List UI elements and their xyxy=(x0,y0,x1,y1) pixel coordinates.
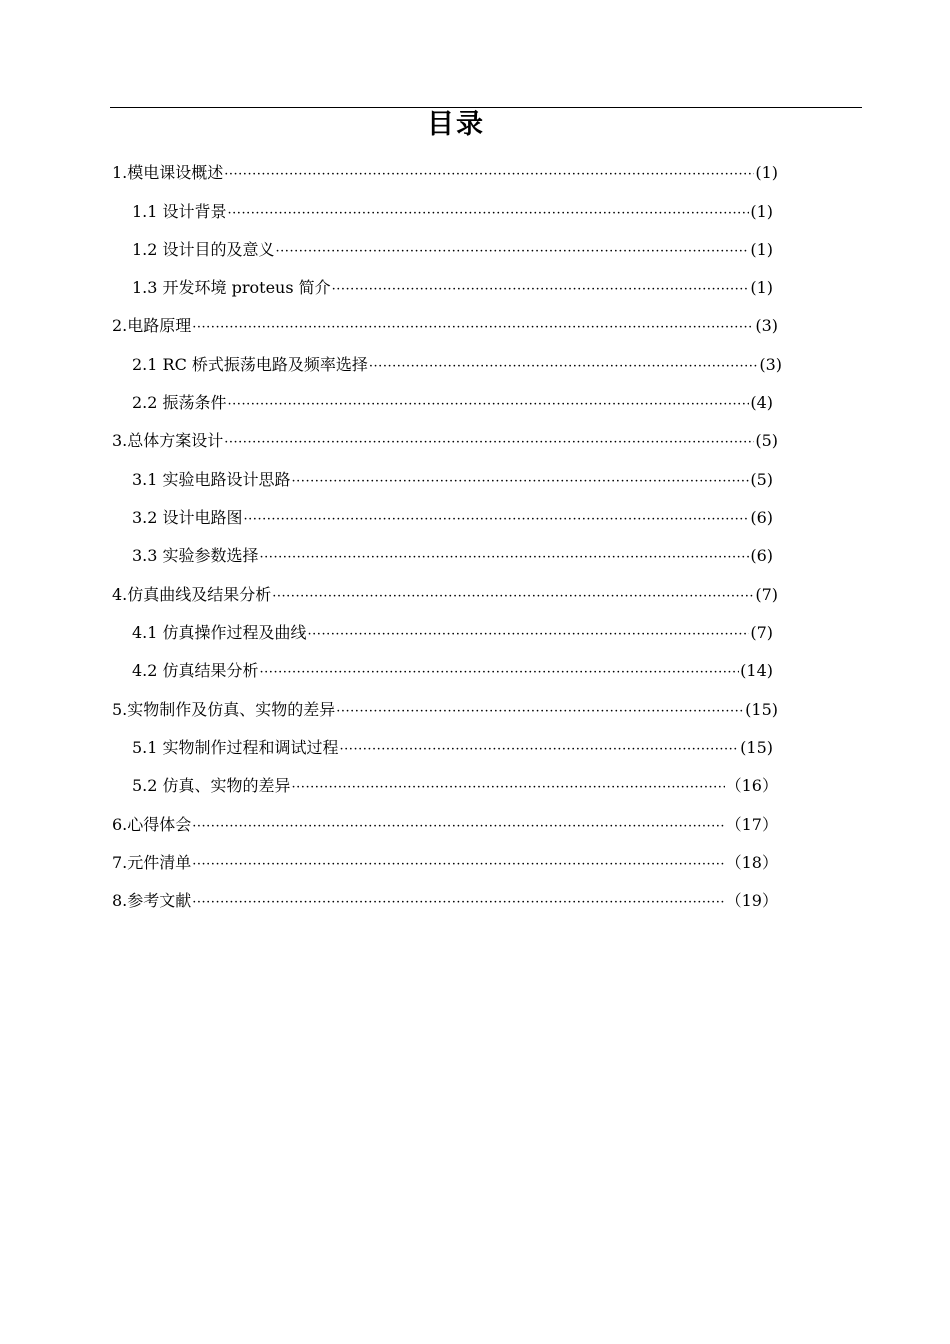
toc-dot-leader xyxy=(192,853,724,877)
toc-entry-label: 2.1 RC 桥式振荡电路及频率选择 xyxy=(132,355,368,374)
toc-dot-leader xyxy=(332,278,750,302)
toc-entry xyxy=(132,200,773,224)
toc-entry-label: 1.2 设计目的及意义 xyxy=(132,240,275,259)
toc-dot-leader xyxy=(224,431,754,455)
toc-entry xyxy=(132,659,773,683)
toc-entry xyxy=(112,889,778,913)
toc-entry-page: (1) xyxy=(750,278,773,297)
toc-entry xyxy=(112,698,778,722)
toc-dot-leader xyxy=(340,738,740,762)
toc-dot-leader xyxy=(192,815,724,839)
toc-entry-page: (15) xyxy=(745,700,778,719)
toc-entry-page: （16） xyxy=(725,776,778,795)
toc-entry xyxy=(132,506,773,530)
toc-entry xyxy=(132,276,773,300)
toc-entry-label: 6.心得体会 xyxy=(112,815,192,834)
page-title: 目录 xyxy=(427,109,485,140)
toc-dot-leader xyxy=(244,508,750,532)
toc-entry-page: (3) xyxy=(755,316,778,335)
toc-entry xyxy=(132,736,773,760)
toc-entry-label: 1.1 设计背景 xyxy=(132,202,227,221)
toc-entry-label: 1.模电课设概述 xyxy=(112,163,224,182)
toc-entry-label: 3.1 实验电路设计思路 xyxy=(132,470,291,489)
toc-entry-label: 2.电路原理 xyxy=(112,316,192,335)
toc-entry-label: 5.1 实物制作过程和调试过程 xyxy=(132,738,339,757)
toc-entry-label: 1.3 开发环境 proteus 简介 xyxy=(132,278,331,297)
toc-entry xyxy=(132,391,773,415)
toc-entry-page: (1) xyxy=(750,202,773,221)
toc-entry-page: （18） xyxy=(725,853,778,872)
toc-entry-label: 7.元件清单 xyxy=(112,853,192,872)
toc-entry-label: 4.仿真曲线及结果分析 xyxy=(112,585,272,604)
toc-dot-leader xyxy=(224,163,754,187)
toc-entry xyxy=(132,621,773,645)
toc-dot-leader xyxy=(228,393,750,417)
toc-entry xyxy=(132,774,778,798)
toc-entry-page: (6) xyxy=(750,546,773,565)
toc-entry xyxy=(112,314,778,338)
toc-dot-leader xyxy=(276,240,750,264)
toc-entry-page: (6) xyxy=(750,508,773,527)
toc-entry-label: 8.参考文献 xyxy=(112,891,192,910)
toc-entry-page: (1) xyxy=(755,163,778,182)
toc-entry xyxy=(112,161,778,185)
toc-entry-page: (1) xyxy=(750,240,773,259)
toc-dot-leader xyxy=(369,355,758,379)
toc-dot-leader xyxy=(292,470,750,494)
toc-dot-leader xyxy=(336,700,744,724)
toc-entry-label: 2.2 振荡条件 xyxy=(132,393,227,412)
toc-entry xyxy=(112,851,778,875)
toc-entry-label: 4.1 仿真操作过程及曲线 xyxy=(132,623,307,642)
toc-entry-page: (14) xyxy=(740,661,773,680)
toc-entry-page: (3) xyxy=(759,355,782,374)
toc-entry-page: （19） xyxy=(725,891,778,910)
toc-entry-page: (15) xyxy=(740,738,773,757)
toc-entry xyxy=(132,353,782,377)
toc-dot-leader xyxy=(272,585,754,609)
toc-entry xyxy=(132,544,773,568)
toc-dot-leader xyxy=(292,776,725,800)
toc-entry xyxy=(132,468,773,492)
toc-dot-leader xyxy=(192,316,754,340)
toc-entry-page: (7) xyxy=(755,585,778,604)
toc-entry-page: （17） xyxy=(725,815,778,834)
toc-entry-page: (4) xyxy=(750,393,773,412)
toc-entry-page: (7) xyxy=(750,623,773,642)
toc-dot-leader xyxy=(308,623,750,647)
toc-entry-page: (5) xyxy=(750,470,773,489)
toc-dot-leader xyxy=(260,546,750,570)
toc-entry-label: 3.2 设计电路图 xyxy=(132,508,243,527)
toc-entry-label: 3.3 实验参数选择 xyxy=(132,546,259,565)
toc-entry xyxy=(112,813,778,837)
toc-entry xyxy=(132,238,773,262)
toc-entry-page: (5) xyxy=(755,431,778,450)
toc-dot-leader xyxy=(260,661,740,685)
toc-dot-leader xyxy=(192,891,724,915)
toc-entry-label: 4.2 仿真结果分析 xyxy=(132,661,259,680)
toc-entry-label: 5.2 仿真、实物的差异 xyxy=(132,776,291,795)
toc-entry-label: 3.总体方案设计 xyxy=(112,431,224,450)
toc-entry xyxy=(112,583,778,607)
toc-entry xyxy=(112,429,778,453)
toc-entry-label: 5.实物制作及仿真、实物的差异 xyxy=(112,700,336,719)
toc-dot-leader xyxy=(228,202,750,226)
